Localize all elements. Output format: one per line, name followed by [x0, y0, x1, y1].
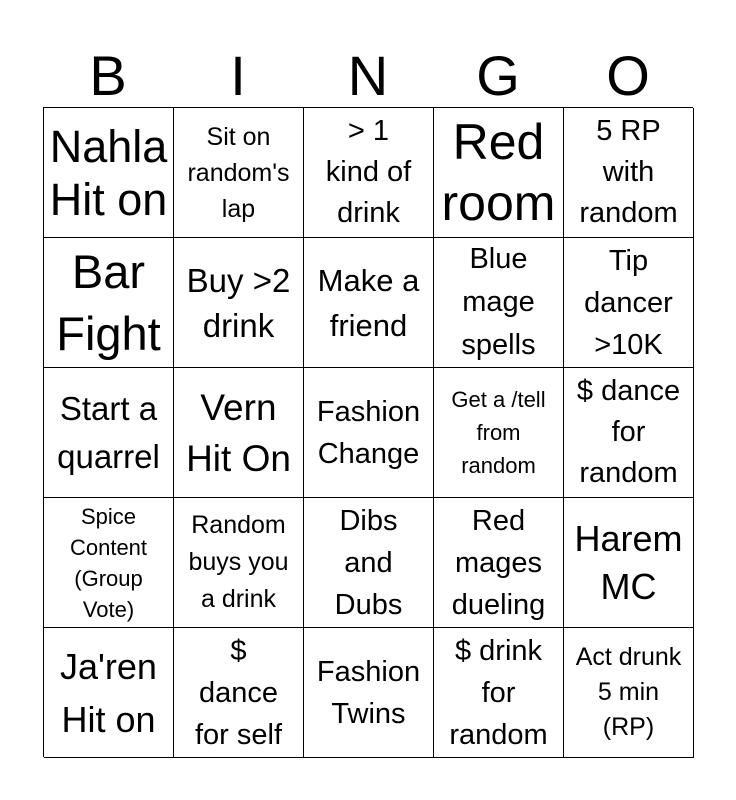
bingo-cell[interactable] [434, 238, 564, 368]
bingo-cell[interactable] [564, 368, 694, 498]
cell-text: Dibs and Dubs [334, 504, 403, 621]
header-letter-b: B [89, 44, 127, 107]
cell-text: Vern Hit On [186, 386, 291, 479]
header-letter-o: O [606, 44, 650, 107]
header-letter-i: I [230, 44, 246, 107]
header-letter-g: G [476, 44, 520, 107]
cell-text: Buy >2 drink [186, 261, 291, 344]
bingo-cell[interactable] [44, 108, 174, 238]
bingo-cell[interactable] [174, 368, 304, 498]
cell-text: Make a friend [317, 262, 420, 343]
bingo-cell[interactable] [434, 108, 564, 238]
header-letter-n: N [347, 44, 389, 107]
bingo-cell[interactable] [174, 628, 304, 758]
bingo-cell[interactable] [304, 498, 434, 628]
cell-text: 5 RP with random [579, 115, 678, 229]
cell-text: Red mages dueling [451, 504, 546, 621]
cell-text: Act drunk 5 min (RP) [575, 643, 682, 741]
bingo-cell[interactable] [564, 628, 694, 758]
cell-text: Spice Content (Group Vote) [69, 503, 148, 622]
cell-text: Nahla Hit on [49, 120, 168, 225]
bingo-cell[interactable] [564, 498, 694, 628]
bingo-cell[interactable] [174, 108, 304, 238]
bingo-cell[interactable] [304, 628, 434, 758]
cell-text: > 1 kind of drink [325, 115, 412, 229]
cell-text: Blue mage spells [461, 243, 536, 361]
cell-text: Ja'ren Hit on [60, 645, 157, 740]
cell-text: Tip dancer >10K [584, 244, 673, 361]
cell-text: Fashion Twins [316, 655, 421, 730]
cell-text: Random buys you a drink [188, 511, 289, 613]
cell-text: Harem MC [574, 517, 683, 607]
bingo-grid [43, 107, 693, 757]
cell-text: Fashion Change [316, 395, 421, 470]
bingo-cell[interactable] [44, 368, 174, 498]
bingo-cell[interactable] [44, 628, 174, 758]
bingo-cell[interactable] [304, 368, 434, 498]
cell-text: $ dance for random [576, 375, 681, 489]
bingo-cell[interactable] [174, 238, 304, 368]
cell-text: $ drink for random [449, 634, 548, 751]
bingo-cell[interactable] [174, 498, 304, 628]
bingo-cell[interactable] [44, 498, 174, 628]
cell-text: Get a /tell from random [451, 387, 546, 478]
cell-text: Sit on random's lap [187, 122, 290, 223]
bingo-cell[interactable] [434, 498, 564, 628]
cell-text: Red room [441, 113, 556, 231]
bingo-cell[interactable] [434, 368, 564, 498]
bingo-cell[interactable] [434, 628, 564, 758]
bingo-cell[interactable] [304, 108, 434, 238]
cell-text: $ dance for self [194, 634, 283, 751]
bingo-cell[interactable] [564, 238, 694, 368]
cell-text: Bar Fight [56, 244, 161, 360]
bingo-cell[interactable] [564, 108, 694, 238]
cell-text: Start a quarrel [57, 389, 160, 475]
bingo-header [43, 40, 693, 108]
bingo-cell[interactable] [44, 238, 174, 368]
bingo-cell[interactable] [304, 238, 434, 368]
